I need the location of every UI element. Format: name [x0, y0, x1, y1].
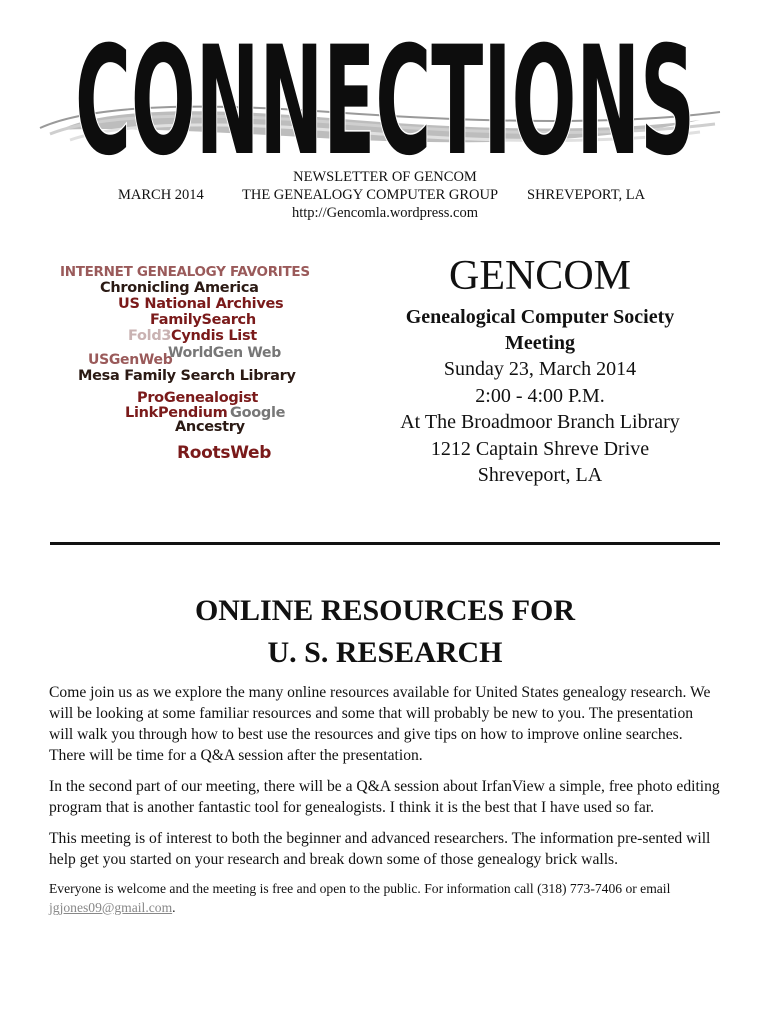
word-cloud-word: FamilySearch — [150, 312, 256, 328]
meeting-time: 2:00 - 4:00 P.M. — [475, 384, 605, 407]
masthead-title: CONNECTIONS — [75, 15, 695, 170]
article-paragraph: This meeting is of interest to both the beginner and advanced researchers. The information pre-sented will help get you started on your research and break down some of those genealogy brick walls. — [49, 830, 711, 868]
word-cloud-word: RootsWeb — [177, 443, 272, 463]
word-cloud-word: WorldGen Web — [168, 345, 281, 361]
meeting-date: Sunday 23, March 2014 — [443, 358, 637, 380]
word-cloud-word: ProGenealogist — [137, 390, 259, 406]
word-cloud-word: Mesa Family Search Library — [78, 368, 296, 384]
meeting-venue: At The Broadmoor Branch Library — [400, 411, 680, 433]
issue-date: MARCH 2014 — [118, 187, 204, 203]
masthead-logo — [0, 0, 770, 170]
meeting-street: 1212 Captain Shreve Drive — [430, 437, 650, 460]
newsletter-subhead — [0, 168, 770, 222]
group-location: SHREVEPORT, LA — [527, 187, 646, 203]
group-name: THE GENEALOGY COMPUTER GROUP — [242, 187, 499, 203]
word-cloud-word: Chronicling America — [100, 280, 259, 296]
article-paragraph: Come join us as we explore the many online resources available for United States genealogy research. We will be looking at some familiar resources and some that will probably be new to you. The presentation will walk you through how to best use the resources and give tips on how to improve online searches. There will be time for a Q&A session after the presentation. — [49, 684, 711, 764]
word-cloud-word: Ancestry — [175, 419, 245, 435]
website-url: http://Gencomla.wordpress.com — [291, 205, 479, 221]
contact-paragraph — [49, 880, 721, 917]
word-cloud — [55, 262, 355, 472]
meeting-city: Shreveport, LA — [477, 464, 603, 486]
society-name: Genealogical Computer Society — [405, 306, 675, 328]
word-cloud-word: Cyndis List — [171, 328, 257, 344]
contact-text: Everyone is welcome and the meeting is free and open to the public. For information call (318) 773-7406 or email — [49, 881, 671, 896]
article-headline-line-2: U. S. RESEARCH — [267, 636, 503, 669]
article-paragraph: In the second part of our meeting, there will be a Q&A session about IrfanView a simple, free photo editing program that is another fantastic tool for genealogists. I think it is the best that I have used so far. — [49, 778, 720, 816]
word-cloud-word: Google — [230, 405, 286, 421]
word-cloud-word: LinkPendium — [125, 405, 228, 421]
word-cloud-word: US National Archives — [118, 296, 284, 312]
newsletter-name: NEWSLETTER OF GENCOM — [293, 169, 477, 185]
article-headline-line-1: ONLINE RESOURCES FOR — [194, 594, 576, 627]
meeting-announcement — [370, 250, 710, 489]
word-cloud-heading: INTERNET GENEALOGY FAVORITES — [60, 264, 310, 280]
word-cloud-word: USGenWeb — [88, 352, 173, 368]
contact-end: . — [172, 899, 176, 915]
masthead — [0, 0, 770, 170]
word-cloud-word: Fold3 — [128, 328, 172, 344]
section-divider — [50, 542, 720, 545]
org-title: GENCOM — [448, 253, 631, 299]
article-headline — [0, 590, 770, 674]
article-body — [49, 682, 721, 927]
email-link[interactable]: jgjones09@gmail.com — [49, 899, 173, 915]
meeting-label: Meeting — [505, 332, 575, 354]
